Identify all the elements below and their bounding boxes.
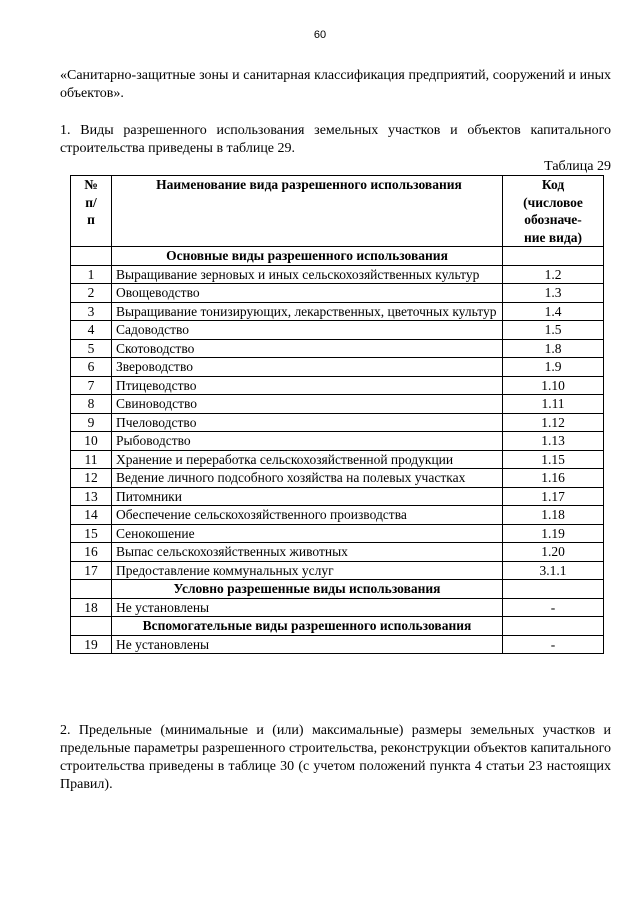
row-name: Хранение и переработка сельскохозяйственной продукции [112,450,503,469]
section-title: Условно разрешенные виды использования [112,580,503,599]
row-name: Не установлены [112,598,503,617]
table-row [71,432,604,451]
page-number: 60 [313,29,327,41]
section-empty-cell [503,580,604,599]
row-number: 3 [71,302,112,321]
row-code: 1.17 [503,487,604,506]
row-name: Скотоводство [112,339,503,358]
row-number: 12 [71,469,112,488]
row-number: 11 [71,450,112,469]
section-row [71,580,604,599]
row-code: 1.15 [503,450,604,469]
table-row [71,321,604,340]
table-caption: Таблица 29 [544,159,611,174]
row-name: Ведение личного подсобного хозяйства на полевых участках [112,469,503,488]
header-code-line: обозначе- [524,212,582,227]
row-number: 19 [71,635,112,654]
table-body [71,247,604,654]
header-number [71,176,112,247]
table-row [71,395,604,414]
section-empty-cell [71,580,112,599]
header-code-line: (числовое [523,194,583,210]
row-code: 3.1.1 [503,561,604,580]
row-code: 1.2 [503,265,604,284]
row-name: Пчеловодство [112,413,503,432]
paragraph-1: 1. Виды разрешенного использования земельных участков и объектов капитального строительства приведены в таблице 29. [60,123,611,156]
row-name: Звероводство [112,358,503,377]
row-code: 1.19 [503,524,604,543]
row-name: Выпас сельскохозяйственных животных [112,543,503,562]
table-row [71,284,604,303]
row-number: 14 [71,506,112,525]
land-use-table [70,175,604,654]
row-name: Предоставление коммунальных услуг [112,561,503,580]
row-number: 15 [71,524,112,543]
section-row [71,247,604,266]
section-title: Основные виды разрешенного использования [112,247,503,266]
table-row [71,413,604,432]
table-row [71,506,604,525]
row-number: 1 [71,265,112,284]
row-name: Рыбоводство [112,432,503,451]
row-name: Выращивание зерновых и иных сельскохозяйственных культур [112,265,503,284]
header-code [503,176,604,247]
row-name: Сенокошение [112,524,503,543]
row-number: 18 [71,598,112,617]
row-name: Птицеводство [112,376,503,395]
table-row [71,487,604,506]
table-row [71,450,604,469]
table-row [71,561,604,580]
table-row [71,302,604,321]
table-row [71,598,604,617]
row-code: 1.8 [503,339,604,358]
row-name: Свиноводство [112,395,503,414]
table-row [71,358,604,377]
table-row [71,469,604,488]
table-row [71,376,604,395]
row-code: 1.10 [503,376,604,395]
paragraph-2: 2. Предельные (минимальные и (или) максимальные) размеры земельных участков и предельные параметры разрешенного строительства, реконструкции объектов капитального строительства приведены в таблице 30 (с учетом положений пункта 4 статьи 23 настоящих Правил). [60,723,611,792]
row-name: Питомники [112,487,503,506]
row-code: 1.20 [503,543,604,562]
table-header-row [71,176,604,247]
table-row [71,339,604,358]
section-empty-cell [503,247,604,266]
row-code: 1.12 [503,413,604,432]
header-number-line: п/ [85,194,97,210]
section-title: Вспомогательные виды разрешенного использования [112,617,503,636]
section-empty-cell [71,247,112,266]
row-number: 2 [71,284,112,303]
row-number: 4 [71,321,112,340]
row-code: 1.13 [503,432,604,451]
row-number: 7 [71,376,112,395]
row-number: 16 [71,543,112,562]
row-name: Обеспечение сельскохозяйственного производства [112,506,503,525]
row-number: 17 [71,561,112,580]
row-name: Садоводство [112,321,503,340]
header-code-line: ние вида) [523,229,583,245]
row-code: 1.18 [503,506,604,525]
section-empty-cell [503,617,604,636]
section-empty-cell [71,617,112,636]
table-row [71,635,604,654]
row-code: 1.9 [503,358,604,377]
table-row [71,524,604,543]
row-name: Овощеводство [112,284,503,303]
row-code: - [503,635,604,654]
header-number-line: № [84,177,98,192]
row-number: 9 [71,413,112,432]
row-code: 1.16 [503,469,604,488]
row-code: - [503,598,604,617]
row-number: 13 [71,487,112,506]
row-code: 1.4 [503,302,604,321]
row-code: 1.11 [503,395,604,414]
header-code-line: Код [541,177,565,192]
row-number: 8 [71,395,112,414]
row-name: Выращивание тонизирующих, лекарственных, цветочных культур [112,302,503,321]
row-name: Не установлены [112,635,503,654]
row-number: 5 [71,339,112,358]
header-number-line: п [87,212,95,227]
intro-paragraph: «Санитарно-защитные зоны и санитарная классификация предприятий, сооружений и иных объектов». [60,68,611,101]
row-number: 10 [71,432,112,451]
table-row [71,265,604,284]
row-number: 6 [71,358,112,377]
row-code: 1.5 [503,321,604,340]
header-name: Наименование вида разрешенного использования [112,176,503,247]
row-code: 1.3 [503,284,604,303]
table-row [71,543,604,562]
section-row [71,617,604,636]
